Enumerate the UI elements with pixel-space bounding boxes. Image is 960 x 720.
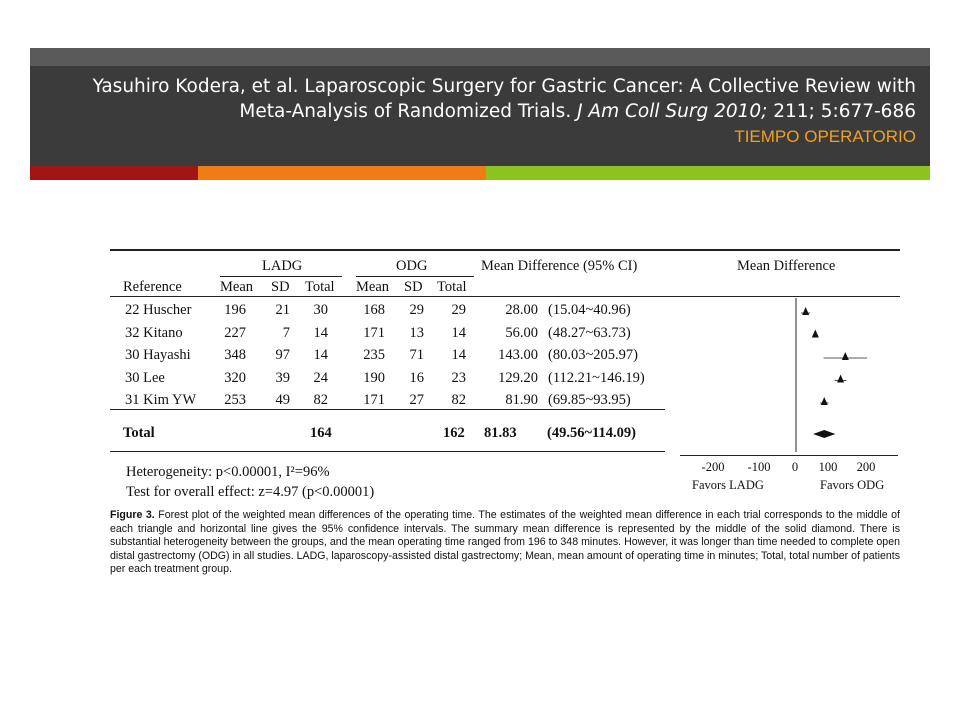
row-ci: (80.03~205.97) [548, 347, 639, 363]
row-reference: 30 Hayashi [125, 347, 191, 363]
plot-header: Mean Difference [737, 258, 836, 274]
row-odg-mean: 168 [363, 302, 385, 318]
row-reference: 30 Lee [125, 369, 165, 386]
odg-group-header: ODG [396, 258, 428, 274]
row-ladg-sd: 97 [275, 347, 290, 363]
row-odg-mean: 190 [363, 369, 385, 386]
row-ladg-total: 14 [313, 324, 328, 341]
row-odg-mean: 171 [363, 392, 385, 408]
favors-odg-label: Favors ODG [820, 478, 885, 492]
title-line-1: Yasuhiro Kodera, et al. Laparoscopic Surgery for Gastric Cancer: A Collective Review with [92, 76, 916, 97]
estimate-triangle [812, 330, 819, 338]
row-ladg-sd: 7 [282, 324, 290, 341]
axis-tick-label: -200 [701, 460, 725, 474]
axis-tick-label: 200 [856, 460, 876, 474]
col-ladg-total: Total [305, 279, 335, 295]
row-reference: 32 Kitano [125, 324, 183, 341]
row-ladg-sd: 39 [275, 369, 290, 386]
row-odg-sd: 13 [409, 324, 424, 341]
col-reference: Reference [123, 279, 182, 295]
col-ladg-sd: SD [271, 279, 290, 295]
row-ladg-sd: 21 [275, 302, 290, 318]
total-ladg: 164 [310, 425, 332, 441]
row-odg-mean: 235 [363, 347, 385, 363]
row-ci: (112.21~146.19) [548, 369, 645, 386]
journal-name: J Am Coll Surg 2010; [577, 101, 768, 122]
summary-diamond [813, 430, 835, 438]
row-md: 129.20 [498, 369, 538, 386]
col-odg-mean: Mean [356, 279, 390, 295]
axis-tick-label: 100 [818, 460, 838, 474]
favors-ladg-label: Favors LADG [692, 478, 764, 492]
row-ladg-mean: 227 [224, 324, 246, 341]
row-md: 28.00 [505, 302, 538, 318]
axis-tick-label: -100 [747, 460, 771, 474]
row-odg-total: 14 [451, 347, 466, 363]
row-ci: (69.85~93.95) [548, 392, 631, 408]
row-ladg-total: 24 [313, 369, 328, 386]
row-md: 56.00 [505, 324, 538, 341]
row-md: 143.00 [498, 347, 538, 363]
col-odg-total: Total [437, 279, 467, 295]
col-odg-sd: SD [404, 279, 423, 295]
total-md: 81.83 [484, 425, 517, 441]
estimate-triangle [821, 397, 828, 405]
total-label: Total [123, 425, 155, 441]
estimate-triangle [802, 307, 809, 315]
row-odg-total: 82 [451, 392, 466, 408]
figure-caption [110, 509, 900, 577]
row-odg-sd: 27 [409, 392, 424, 408]
heterogeneity-text: Heterogeneity: p<0.00001, I²=96% [126, 464, 330, 480]
row-ladg-total: 30 [313, 302, 328, 318]
estimate-triangle [842, 352, 849, 360]
col-ladg-mean: Mean [220, 279, 254, 295]
row-ladg-sd: 49 [275, 392, 290, 408]
row-odg-total: 14 [451, 324, 466, 341]
row-ladg-total: 14 [313, 347, 328, 363]
row-ladg-mean: 348 [224, 347, 246, 363]
row-ladg-mean: 320 [224, 369, 246, 386]
row-odg-total: 29 [451, 302, 466, 318]
total-ci: (49.56~114.09) [547, 425, 636, 441]
row-ci: (15.04~40.96) [548, 302, 631, 318]
caption-text: Forest plot of the weighted mean differences of the operating time. The estimates of the weighted mean difference in each trial corresponds to the middle of each triangle and horizontal line gives the 95% confidence intervals. The summary mean difference is represented by the middle of the solid diamond. There is substantial heterogeneity between the groups, and the mean operating time ranged from 196 to 348 minutes. However, it was longer than time needed to complete open distal gastrectomy (ODG) in all studies. LADG, laparoscopy-assisted distal gastrectomy; Mean, mean amount of operating time in minutes; Total, total number of patients per each treatment group. [110, 509, 900, 576]
row-ladg-total: 82 [313, 392, 328, 408]
overall-effect-text: Test for overall effect: z=4.97 (p<0.00001) [126, 484, 375, 500]
row-reference: 22 Huscher [125, 302, 192, 318]
axis-tick-label: 0 [791, 460, 799, 474]
row-odg-sd: 16 [409, 369, 424, 386]
row-reference: 31 Kim YW [125, 392, 197, 408]
slide-subtitle: TIEMPO OPERATORIO [734, 127, 916, 146]
journal-ref: 211; 5:677-686 [767, 101, 916, 122]
total-odg: 162 [443, 425, 465, 441]
row-odg-sd: 71 [409, 347, 424, 363]
md-header: Mean Difference (95% CI) [481, 258, 638, 274]
row-odg-sd: 29 [409, 302, 424, 318]
row-md: 81.90 [505, 392, 538, 408]
title-plain: Meta-Analysis of Randomized Trials. [239, 101, 578, 122]
estimate-triangle [837, 375, 844, 383]
row-odg-total: 23 [451, 369, 466, 386]
ladg-group-header: LADG [262, 258, 303, 274]
caption-label: Figure 3. [110, 509, 155, 521]
row-ci: (48.27~63.73) [548, 324, 631, 341]
row-ladg-mean: 253 [224, 392, 246, 408]
row-ladg-mean: 196 [224, 302, 246, 318]
row-odg-mean: 171 [363, 324, 385, 341]
